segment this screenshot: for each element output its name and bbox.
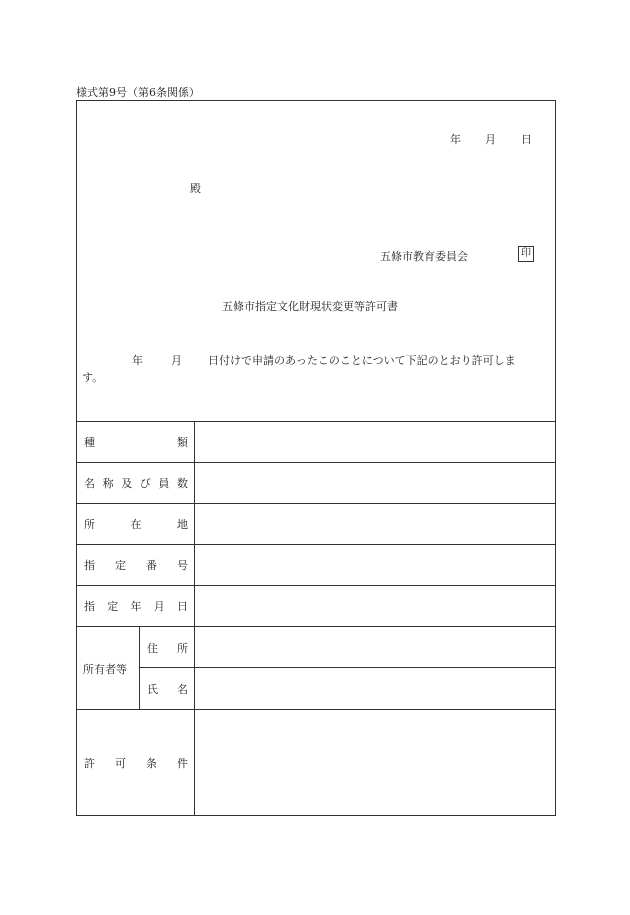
body-month-label: 月 — [171, 354, 182, 367]
owner-sub-column-divider — [139, 626, 140, 709]
form-number: 様式第9号（第6条関係） — [76, 86, 200, 99]
date-day-label: 日 — [521, 133, 532, 146]
row-label-owner-address: 住 所 — [147, 642, 188, 655]
row-divider — [76, 503, 556, 504]
row-divider — [76, 544, 556, 545]
row-divider — [76, 585, 556, 586]
row-label-location: 所 在 地 — [84, 518, 188, 531]
row-label-name-count: 名 称 及 び 員 数 — [84, 477, 188, 490]
label-column-divider — [194, 421, 195, 816]
row-label-designation-date: 指 定 年 月 日 — [84, 600, 188, 613]
addressee-suffix: 殿 — [190, 182, 201, 195]
owner-sub-divider — [139, 667, 556, 668]
row-label-owner: 所有者等 — [83, 663, 127, 676]
body-text-line1: 日付けで申請のあったこのことについて下記のとおり許可しま — [208, 354, 516, 367]
seal-mark: 印 — [518, 246, 534, 262]
body-year-label: 年 — [132, 354, 143, 367]
permit-statement — [82, 352, 552, 386]
table-top-border — [76, 421, 556, 422]
row-label-designation-number: 指 定 番 号 — [84, 559, 188, 572]
row-label-conditions: 許 可 条 件 — [84, 757, 188, 770]
row-divider — [76, 709, 556, 710]
row-label-type: 種 類 — [84, 436, 188, 449]
date-month-label: 月 — [485, 133, 496, 146]
issuer-name: 五條市教育委員会 — [380, 250, 468, 263]
document-title: 五條市指定文化財現状変更等許可書 — [222, 300, 398, 313]
row-label-owner-name: 氏 名 — [147, 683, 188, 696]
row-divider — [76, 626, 556, 627]
date-year-label: 年 — [450, 133, 461, 146]
body-text-line2: す。 — [82, 371, 104, 384]
row-divider — [76, 462, 556, 463]
